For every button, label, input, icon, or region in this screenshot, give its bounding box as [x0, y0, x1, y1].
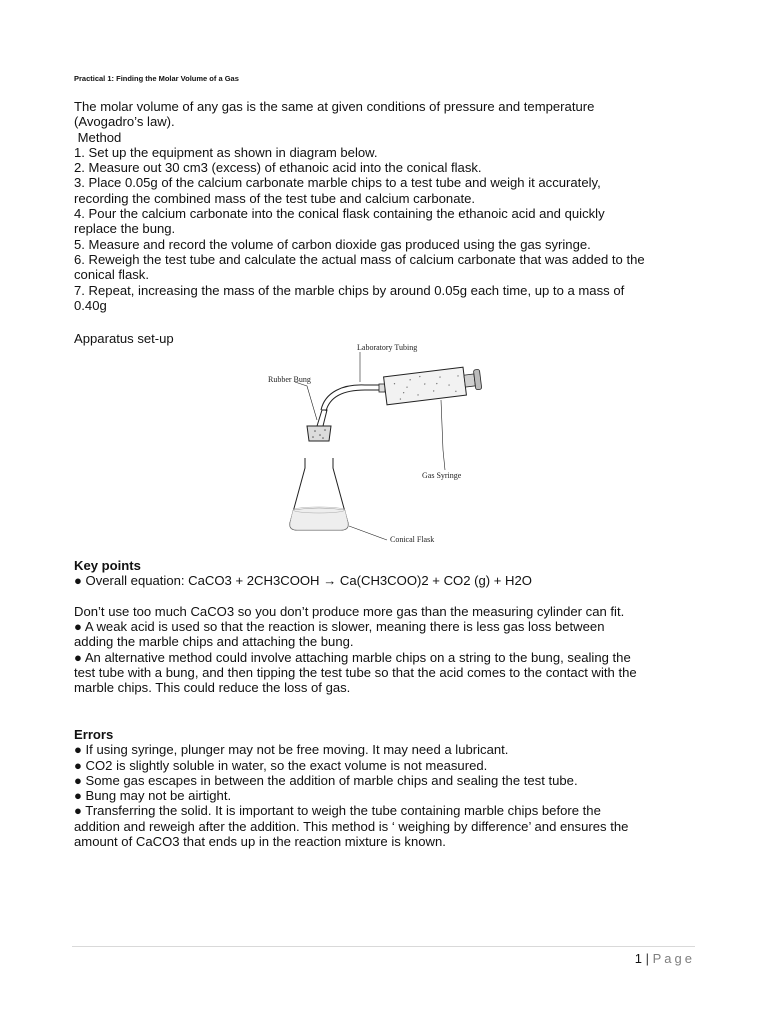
intro-method-section	[74, 99, 704, 313]
error-line: ● If using syringe, plunger may not be free moving. It may need a lubricant.	[74, 742, 509, 758]
page-footer	[600, 951, 695, 966]
error-line: ● CO2 is slightly soluble in water, so the exact volume is not measured.	[74, 757, 488, 773]
error-line: addition and reweigh after the addition. This method is ‘ weighing by difference’ and ensures the	[74, 818, 629, 834]
apparatus-diagram	[265, 340, 495, 550]
method-line: replace the bung.	[74, 221, 176, 237]
intro-line: The molar volume of any gas is the same at given conditions of pressure and temperature	[74, 99, 595, 114]
method-line: 0.40g	[74, 297, 107, 313]
errors-section	[74, 727, 704, 849]
method-line: 1. Set up the equipment as shown in diagram below.	[74, 144, 378, 160]
method-line: recording the combined mass of the test tube and calcium carbonate.	[74, 190, 476, 206]
rubber-bung-drawing	[307, 426, 331, 441]
rubber-bung-label: Rubber Bung	[268, 375, 311, 384]
error-line: ● Transferring the solid. It is important to weigh the tube containing marble chips before the	[74, 803, 601, 819]
method-line: 2. Measure out 30 cm3 (excess) of ethanoic acid into the conical flask.	[74, 160, 482, 176]
laboratory-tubing-drawing	[321, 385, 379, 411]
laboratory-tubing-label: Laboratory Tubing	[357, 343, 418, 352]
equation-line: ● Overall equation: CaCO3 + 2CH3COOH → Ca(CH3COO)2 + CO2 (g) + H2O	[74, 573, 532, 589]
gas-syringe-drawing	[379, 367, 482, 405]
key-point-line: ● A weak acid is used so that the reaction is slower, meaning there is less gas loss between	[74, 619, 605, 635]
method-heading: Method	[74, 129, 122, 145]
key-point-line: marble chips. This could reduce the loss of gas.	[74, 680, 351, 696]
error-line: amount of CaCO3 that ends up in the reaction mixture is known.	[74, 834, 446, 850]
method-line: conical flask.	[74, 267, 149, 283]
conical-flask-label: Conical Flask	[390, 535, 435, 544]
key-point-line: adding the marble chips and attaching the bung.	[74, 634, 354, 650]
apparatus-heading: Apparatus set-up	[74, 331, 174, 346]
gas-syringe-label: Gas Syringe	[422, 471, 462, 480]
method-line: 7. Repeat, increasing the mass of the marble chips by around 0.05g each time, up to a mass of	[74, 282, 625, 298]
error-line: ● Bung may not be airtight.	[74, 788, 232, 804]
page-separator: |	[642, 951, 653, 966]
key-point-line: Don’t use too much CaCO3 so you don’t produce more gas than the measuring cylinder can fit.	[74, 603, 625, 619]
errors-heading: Errors	[74, 727, 114, 742]
key-point-line: ● An alternative method could involve attaching marble chips on a string to the bung, sealing the	[74, 649, 631, 665]
document-title: Practical 1: Finding the Molar Volume of a Gas	[74, 74, 239, 83]
method-line: 3. Place 0.05g of the calcium carbonate marble chips to a test tube and weigh it accurately,	[74, 175, 601, 191]
page-number: 1	[634, 951, 643, 966]
method-line: 6. Reweigh the test tube and calculate the actual mass of calcium carbonate that was added to the	[74, 251, 645, 267]
error-line: ● Some gas escapes in between the addition of marble chips and sealing the test tube.	[74, 772, 578, 788]
key-points-heading: Key points	[74, 558, 141, 573]
footer-divider	[72, 946, 695, 947]
intro-line: (Avogadro’s law).	[74, 114, 175, 130]
key-points-section	[74, 558, 704, 696]
spacer	[74, 589, 704, 604]
method-line: 5. Measure and record the volume of carbon dioxide gas produced using the gas syringe.	[74, 236, 591, 252]
key-point-line: test tube with a bung, and then tipping the test tube so that the acid comes to the contact with the	[74, 665, 637, 681]
method-line: 4. Pour the calcium carbonate into the conical flask containing the ethanoic acid and quickly	[74, 206, 605, 222]
page-word: Page	[652, 951, 695, 966]
conical-flask-drawing	[290, 458, 348, 530]
